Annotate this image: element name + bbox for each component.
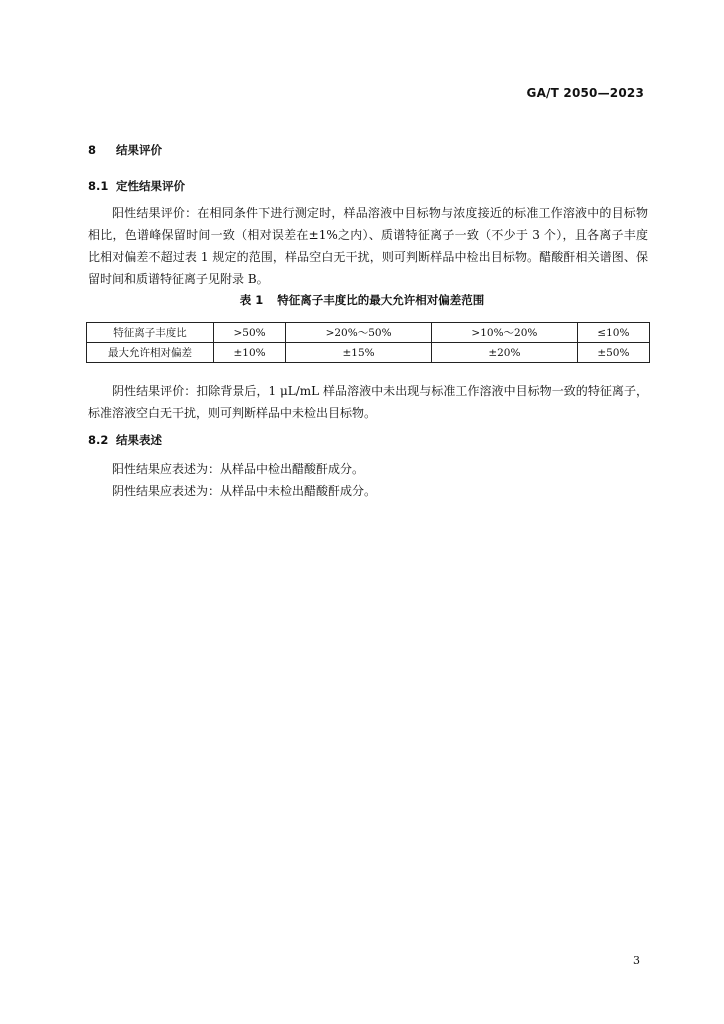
table-row-label: 特征离子丰度比	[87, 323, 214, 343]
page-number: 3	[633, 954, 640, 967]
section-8-2-title: 结果表述	[116, 433, 162, 447]
table-row	[87, 343, 650, 363]
table-1-caption	[0, 292, 724, 308]
table-cell: >20%～50%	[286, 323, 432, 343]
section-8-heading	[88, 142, 162, 158]
table-cell: ±20%	[431, 343, 577, 363]
section-8-1-heading	[88, 178, 185, 194]
negative-evaluation-paragraph: 阴性结果评价：扣除背景后，1 μL/mL 样品溶液中未出现与标准工作溶液中目标物一致的特征离子，标准溶液空白无干扰，则可判断样品中未检出目标物。	[88, 384, 648, 420]
table-1-number: 表 1	[239, 293, 264, 307]
positive-statement: 阳性结果应表述为：从样品中检出醋酸酐成分。	[112, 462, 365, 476]
ion-ratio-table	[86, 322, 650, 363]
negative-statement: 阴性结果应表述为：从样品中未检出醋酸酐成分。	[112, 484, 377, 498]
table-cell: ±50%	[577, 343, 649, 363]
section-8-1-number: 8.1	[88, 179, 109, 193]
positive-evaluation-paragraph: 阳性结果评价：在相同条件下进行测定时，样品溶液中目标物与浓度接近的标准工作溶液中的目标物相比，色谱峰保留时间一致（相对误差在±1%之内）、质谱特征离子一致（不少于 3 个），且各离子丰度比相对偏差不超过表 1 规定的范围，样品空白无干扰，则可判断样品中检出目标物。醋酸酐相关谱图、保留时间和质谱特征离子见附录 B。	[88, 206, 648, 286]
section-8-number: 8	[88, 143, 97, 157]
section-8-2-heading	[88, 432, 162, 448]
section-8-2-number: 8.2	[88, 433, 109, 447]
standard-code: GA/T 2050—2023	[526, 86, 644, 100]
table-row-label: 最大允许相对偏差	[87, 343, 214, 363]
section-8-title: 结果评价	[116, 143, 162, 157]
table-cell: >50%	[214, 323, 286, 343]
table-row	[87, 323, 650, 343]
table-cell: ±10%	[214, 343, 286, 363]
table-1-title: 特征离子丰度比的最大允许相对偏差范围	[277, 293, 485, 307]
table-cell: ≤10%	[577, 323, 649, 343]
table-cell: ±15%	[286, 343, 432, 363]
section-8-1-title: 定性结果评价	[116, 179, 185, 193]
table-cell: >10%～20%	[431, 323, 577, 343]
